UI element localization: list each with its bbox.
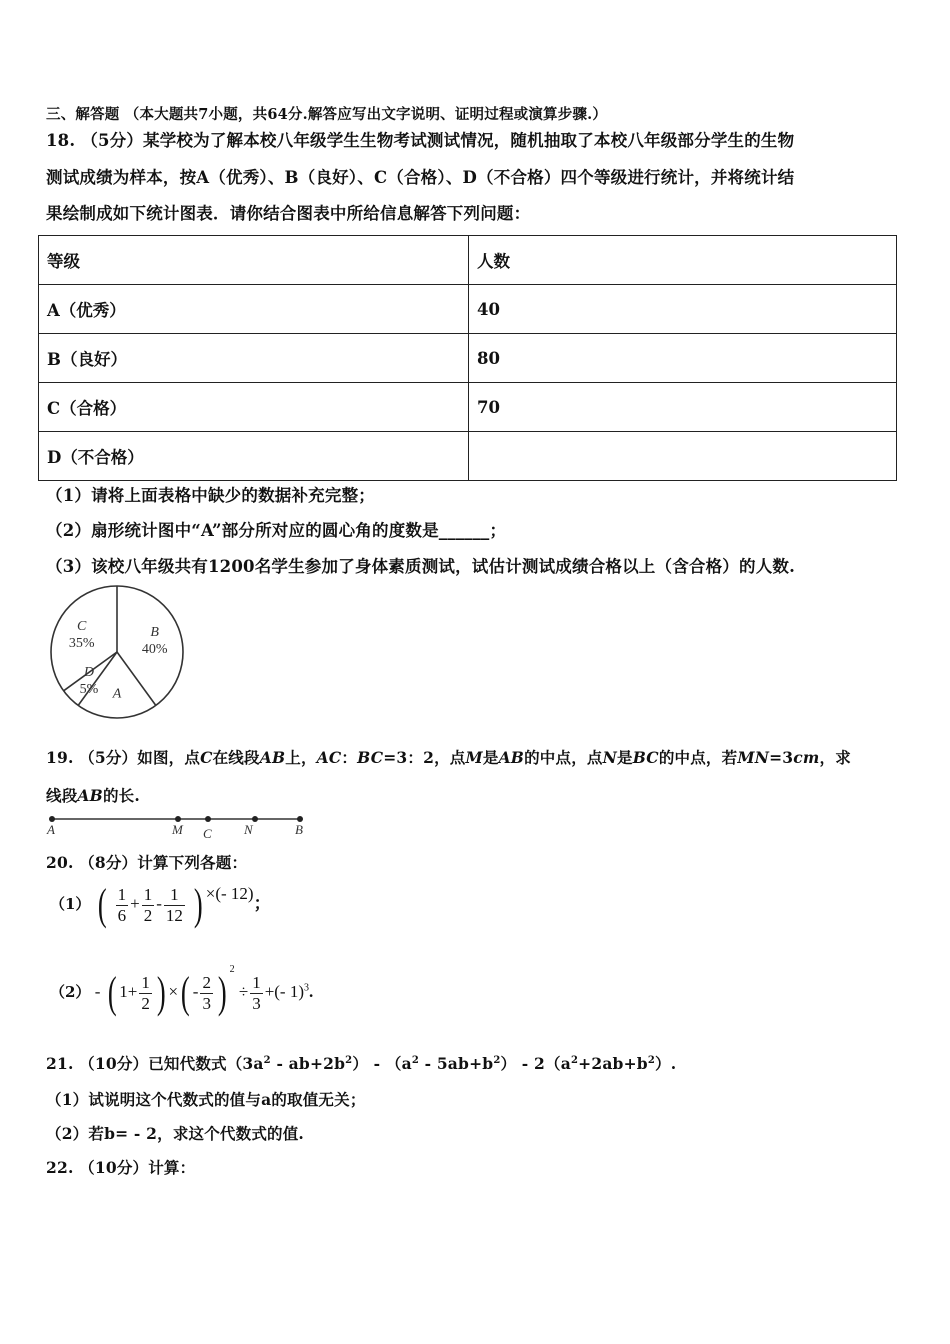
denominator: 2 — [143, 905, 153, 925]
q19-point-c: C — [200, 748, 213, 767]
table-row — [39, 432, 897, 481]
label-c: C — [203, 826, 212, 841]
numerator: 2 — [202, 972, 211, 992]
paren-right-icon: ) — [217, 968, 227, 1017]
q19-text: =3：2，点 — [383, 748, 466, 767]
pie-chart — [44, 584, 190, 724]
header-count: 人数 — [469, 236, 897, 285]
q19-text: 线段 — [46, 786, 78, 805]
denominator: 2 — [141, 993, 150, 1013]
operator: × — [168, 981, 179, 1001]
q19-text: =3 — [769, 748, 794, 767]
fraction — [142, 885, 155, 926]
q18-sub1: （1）请将上面表格中缺少的数据补充完整； — [46, 486, 375, 505]
q19-ac: AC — [316, 748, 342, 767]
q22-title: 22. （10分）计算： — [46, 1158, 196, 1177]
q21-line — [46, 1052, 676, 1074]
operator: + — [130, 893, 140, 913]
operator: - — [156, 893, 162, 913]
q19-cm: cm — [793, 748, 820, 767]
denominator: 6 — [117, 905, 127, 925]
q20-title: 20. （8分）计算下列各题： — [46, 853, 248, 872]
q21-text: +2ab+b — [578, 1054, 648, 1073]
fraction — [116, 885, 129, 926]
exponent: 2 — [570, 1054, 579, 1066]
row-count: 80 — [469, 334, 897, 383]
row-grade: D（不合格） — [39, 432, 469, 481]
q20-part2 — [50, 964, 314, 1018]
q21-sub1: （1）试说明这个代数式的值与a的取值无关； — [46, 1090, 366, 1109]
paren-left-icon: ( — [107, 968, 117, 1017]
exponent: 2 — [647, 1054, 655, 1066]
q18-sub2: （2）扇形统计图中“A”部分所对应的圆心角的度数是______； — [46, 521, 507, 540]
q19-text: 是 — [482, 748, 499, 767]
q19-text: 的中点，若 — [658, 748, 738, 767]
pie-slice-percent: 5% — [79, 682, 99, 698]
pie-slice-label: D — [83, 665, 95, 681]
header-grade: 等级 — [39, 236, 469, 285]
exponent: 2 — [345, 1054, 353, 1066]
q19-text: 19. （5分）如图，点 — [46, 748, 201, 767]
q19-line1 — [46, 746, 851, 768]
punctuation: ； — [253, 893, 271, 913]
table-row — [39, 334, 897, 383]
fraction — [250, 973, 263, 1014]
q19-text: 的中点，点 — [524, 748, 603, 767]
label-m: M — [172, 822, 183, 837]
numerator: 1 — [117, 884, 127, 904]
exponent: 2 — [411, 1054, 419, 1066]
denominator: 3 — [252, 993, 261, 1013]
fraction — [139, 973, 152, 1014]
label-a: A — [47, 822, 55, 837]
q19-text: 是 — [617, 748, 633, 767]
paren-left-icon: ( — [181, 968, 190, 1017]
expression-tail: +(- 1) — [264, 981, 305, 1001]
row-grade: A（优秀） — [39, 285, 469, 334]
operator: ÷ — [238, 981, 249, 1001]
q19-line2 — [46, 784, 140, 806]
q18-sub3: （3）该校八年级共有1200名学生参加了身体素质测试，试估计测试成绩合格以上（含合格）的人数. — [46, 557, 796, 576]
q19-bc: BC — [632, 748, 659, 767]
q21-text: - 5ab+b — [419, 1054, 494, 1073]
q19-text: 在线段 — [212, 748, 260, 767]
q20-part1 — [50, 880, 271, 930]
table-row — [39, 285, 897, 334]
segment-diagram — [44, 812, 314, 842]
row-count — [469, 432, 897, 481]
q19-seg-ab: AB — [77, 786, 103, 805]
q19-point-n: N — [602, 748, 617, 767]
numerator: 1 — [164, 885, 185, 906]
row-grade: B（良好） — [39, 334, 469, 383]
fraction — [200, 973, 213, 1014]
exponent: 2 — [493, 1054, 501, 1066]
pie-slice-percent: 35% — [68, 636, 95, 652]
q18-line3: 果绘制成如下统计图表．请你结合图表中所给信息解答下列问题： — [46, 204, 531, 223]
q19-text: 的长. — [102, 786, 140, 805]
q21-sub2: （2）若b= - 2，求这个代数式的值. — [46, 1124, 305, 1143]
q19-point-m: M — [465, 748, 483, 767]
q19-seg-ab: AB — [259, 748, 286, 767]
q21-text: - ab+2b — [270, 1054, 346, 1073]
grade-table — [38, 235, 897, 481]
pie-slice-label: B — [150, 624, 159, 640]
numerator: 1 — [141, 972, 150, 992]
denominator: 3 — [202, 993, 211, 1013]
paren-left-icon: ( — [97, 880, 107, 929]
q18-line2: 测试成绩为样本，按A（优秀）、B（良好）、C（合格）、D（不合格）四个等级进行统计，并将统计结 — [46, 168, 795, 187]
q20-p1-label: （1） — [50, 894, 91, 913]
section-header: 三、解答题 （本大题共7小题，共64分.解答应写出文字说明、证明过程或演算步骤.） — [46, 106, 608, 123]
q19-text: 上， — [285, 748, 317, 767]
table-row — [39, 383, 897, 432]
exponent: 2 — [263, 1054, 271, 1066]
q18-line1: 18. （5分）某学校为了解本校八年级学生生物考试测试情况，随机抽取了本校八年级部分学生的生物 — [46, 131, 795, 150]
q19-text: ： — [341, 748, 358, 767]
exponent: 3 — [304, 982, 310, 994]
exponent: 2 — [229, 964, 235, 976]
operator: - — [192, 981, 199, 1001]
q19-seg-ab: AB — [498, 748, 525, 767]
label-b: B — [295, 822, 303, 837]
denominator: 12 — [165, 905, 183, 925]
q21-text: ）. — [655, 1054, 677, 1073]
term: 1+ — [119, 981, 138, 1001]
pie-slice-boundary — [117, 652, 156, 705]
point-c — [205, 816, 211, 822]
label-n: N — [244, 822, 253, 837]
pie-slice-label: C — [77, 619, 87, 635]
q21-text: ） - （a — [352, 1054, 412, 1073]
fraction — [164, 885, 185, 926]
table-header-row — [39, 236, 897, 285]
point-n — [252, 816, 258, 822]
q19-bc: BC — [357, 748, 384, 767]
q21-text: ） - 2（a — [500, 1054, 571, 1073]
pie-slice-percent: 40% — [141, 641, 168, 657]
q19-mn: MN — [737, 748, 770, 767]
punctuation: . — [309, 981, 314, 1001]
q19-text: ，求 — [819, 748, 851, 767]
expression-tail: ×(- 12) — [205, 883, 254, 903]
paren-right-icon: ) — [194, 880, 203, 929]
row-count: 70 — [469, 383, 897, 432]
numerator: 1 — [143, 884, 153, 904]
q20-p2-label: （2） — [50, 982, 91, 1001]
pie-slice-label: A — [112, 686, 122, 702]
numerator: 1 — [252, 972, 261, 992]
operator: - — [94, 981, 101, 1001]
paren-right-icon: ) — [156, 968, 166, 1017]
q21-text: 21. （10分）已知代数式（3a — [46, 1054, 264, 1073]
row-count: 40 — [469, 285, 897, 334]
row-grade: C（合格） — [39, 383, 469, 432]
